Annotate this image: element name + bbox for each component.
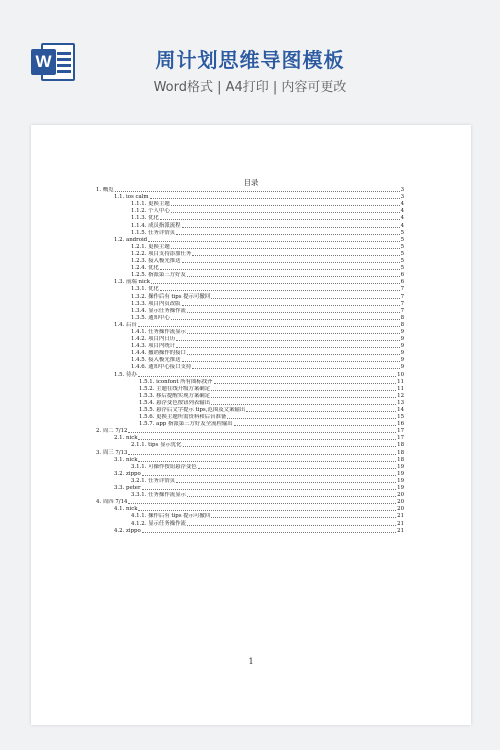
toc-entry-label: 1.5.7. app 指派第三方好友全流程输出: [139, 421, 233, 428]
toc-entry[interactable]: [96, 187, 404, 194]
toc-entry[interactable]: [96, 315, 404, 322]
toc-entry[interactable]: [96, 528, 404, 535]
toc-entry[interactable]: [96, 322, 404, 329]
toc-entry-label: 4. 周四 7/14: [96, 499, 128, 506]
document-page: [31, 125, 471, 725]
toc-entry[interactable]: [96, 393, 404, 400]
toc-entry[interactable]: [96, 208, 404, 215]
toc-entry-label: 3.1. nick: [114, 456, 138, 463]
toc-leader-dots: [182, 305, 400, 306]
toc-entry[interactable]: [96, 371, 404, 378]
toc-leader-dots: [142, 475, 396, 476]
toc-leader-dots: [176, 340, 399, 341]
toc-entry-label: 4.1. nick: [114, 506, 138, 513]
toc-entry-label: 1.1.3. 优化: [131, 215, 159, 222]
toc-entry-page: 18: [397, 449, 404, 456]
toc-leader-dots: [148, 241, 399, 242]
toc-entry-label: 4.1.1. 操作后有 tips 提示可撤回: [131, 513, 211, 520]
toc-entry-page: 16: [397, 421, 404, 428]
toc-entry[interactable]: [96, 435, 404, 442]
toc-leader-dots: [138, 461, 396, 462]
toc-entry-page: 17: [397, 435, 404, 442]
toc-leader-dots: [150, 198, 400, 199]
toc-entry-page: 7: [400, 307, 404, 314]
toc-entry[interactable]: [96, 350, 404, 357]
toc-entry-page: 19: [397, 470, 404, 477]
toc-leader-dots: [138, 326, 400, 327]
toc-entry-page: 5: [400, 258, 404, 265]
toc-entry-label: 1.2.5. 指派第三方好友: [131, 272, 186, 279]
toc-entry[interactable]: [96, 244, 404, 251]
toc-entry-label: 3.3.1. 任务操作流显示: [131, 492, 186, 499]
toc-entry-page: 6: [400, 272, 404, 279]
toc-leader-dots: [138, 510, 396, 511]
toc-leader-dots: [187, 276, 400, 277]
toc-entry-label: 4.2. zippo: [114, 527, 141, 534]
toc-entry-page: 20: [397, 506, 404, 513]
toc-entry-page: 7: [400, 293, 404, 300]
toc-entry-page: 5: [400, 243, 404, 250]
toc-leader-dots: [234, 425, 396, 426]
toc-leader-dots: [176, 234, 399, 235]
toc-title: 目录: [243, 178, 259, 187]
toc-entry[interactable]: [96, 336, 404, 343]
toc-entry[interactable]: [96, 421, 404, 428]
toc-entry-label: 1.5.2. 主题在线升级方案确定: [139, 385, 211, 392]
toc-entry[interactable]: [96, 492, 404, 499]
toc-entry-page: 7: [400, 300, 404, 307]
toc-entry[interactable]: [96, 407, 404, 414]
toc-entry-label: 1.3.3. 项目内页改版: [131, 300, 181, 307]
toc-entry-label: 1.3. 前端 nick: [114, 279, 150, 286]
toc-entry[interactable]: [96, 499, 404, 506]
toc-leader-dots: [160, 290, 400, 291]
toc-entry-page: 5: [400, 265, 404, 272]
toc-entry[interactable]: [96, 457, 404, 464]
toc-entry[interactable]: [96, 230, 404, 237]
toc-leader-dots: [171, 205, 400, 206]
toc-entry-page: 9: [400, 357, 404, 364]
toc-entry-page: 20: [397, 492, 404, 499]
toc-entry-page: 4: [400, 208, 404, 215]
toc-entry[interactable]: [96, 329, 404, 336]
toc-entry-label: 1.5. 待办: [114, 371, 137, 378]
toc-entry[interactable]: [96, 449, 404, 456]
toc-entry-page: 19: [397, 477, 404, 484]
toc-entry[interactable]: [96, 286, 404, 293]
toc-entry-label: 1.2.1. 更换主题: [131, 243, 170, 250]
toc-entry-label: 1.4.2. 项目内日历: [131, 336, 176, 343]
toc-entry[interactable]: [96, 343, 404, 350]
toc-entry-label: 1.5.6. 更换主题所需资料和后台准备: [139, 414, 227, 421]
toc-entry-page: 9: [400, 343, 404, 350]
toc-leader-dots: [192, 368, 399, 369]
toc-leader-dots: [211, 517, 396, 518]
toc-entry[interactable]: [96, 237, 404, 244]
toc-entry[interactable]: [96, 379, 404, 386]
toc-entry[interactable]: [96, 357, 404, 364]
toc-leader-dots: [214, 383, 397, 384]
toc-entry[interactable]: [96, 513, 404, 520]
toc-entry-label: 1.3.5. 通知中心: [131, 314, 170, 321]
toc-leader-dots: [128, 432, 396, 433]
toc-entry-label: 1.1.1. 更换主题: [131, 201, 170, 208]
toc-entry-label: 2.1. nick: [114, 435, 138, 442]
toc-entry[interactable]: [96, 520, 404, 527]
toc-entry-page: 3: [400, 194, 404, 201]
toc-entry-label: 1.3.4. 显示任务操作流: [131, 307, 186, 314]
toc-leader-dots: [198, 468, 396, 469]
toc-entry-page: 14: [397, 407, 404, 413]
toc-leader-dots: [176, 347, 399, 348]
toc-entry-page: 17: [397, 428, 404, 435]
toc-entry[interactable]: [96, 301, 404, 308]
toc-leader-dots: [211, 404, 396, 405]
toc-entry-page: 8: [400, 321, 404, 328]
toc-entry-page: 8: [400, 314, 404, 321]
toc-entry-page: 10: [397, 371, 404, 378]
toc-leader-dots: [138, 376, 396, 377]
toc-leader-dots: [227, 418, 396, 419]
word-icon-letter: W: [31, 49, 56, 75]
toc-entry[interactable]: [96, 506, 404, 513]
toc-entry-page: 7: [400, 286, 404, 293]
toc-entry-page: 21: [397, 520, 404, 527]
toc-entry-page: 4: [400, 215, 404, 222]
toc-entry-page: 5: [400, 229, 404, 236]
toc-entry[interactable]: [96, 251, 404, 258]
toc-leader-dots: [182, 361, 400, 362]
toc-entry-label: 1.3.2. 操作后有 tips 提示可撤回: [131, 293, 211, 300]
toc-entry-page: 19: [397, 463, 404, 470]
toc-entry-label: 3. 周三 7/13: [96, 449, 128, 456]
toc-entry-label: 1.1. ios calm: [114, 194, 149, 201]
toc-leader-dots: [182, 227, 400, 228]
toc-leader-dots: [171, 248, 400, 249]
toc-entry[interactable]: [96, 364, 404, 371]
toc-leader-dots: [187, 354, 400, 355]
toc-entry[interactable]: [96, 308, 404, 315]
toc-leader-dots: [160, 269, 400, 270]
page-title: 周计划思维导图模板: [155, 48, 345, 72]
toc-entry-page: 11: [397, 385, 404, 392]
toc-entry-page: 9: [400, 350, 404, 357]
toc-entry-page: 12: [397, 392, 404, 399]
toc-entry-label: 4.1.2. 显示任务操作流: [131, 520, 186, 527]
toc-entry-label: 1.4.5. 接入极光推送: [131, 357, 181, 364]
toc-entry-page: 11: [397, 378, 404, 385]
toc-entry-label: 1.4.4. 撤销操作的接口: [131, 350, 186, 357]
toc-entry[interactable]: [96, 194, 404, 201]
toc-entry-page: 13: [397, 399, 404, 406]
toc-entry-label: 1.5.1. iconfont 所有图标找齐: [139, 378, 213, 385]
toc-entry-label: 1.2.2. 项目支持添加任务: [131, 250, 192, 257]
toc-leader-dots: [246, 411, 396, 412]
toc-leader-dots: [142, 489, 397, 490]
toc-entry-label: 3.3. peter: [114, 485, 141, 492]
page-subtitle: Word格式 | A4打印 | 内容可更改: [153, 80, 347, 95]
toc-leader-dots: [187, 525, 396, 526]
toc-entry-label: 1.2.3. 接入极光推送: [131, 258, 181, 265]
toc-entry-label: 1.1.4. 成员指派流程: [131, 222, 181, 229]
toc-leader-dots: [160, 219, 400, 220]
toc-entry-label: 1.2.4. 优化: [131, 265, 159, 272]
toc-entry-page: 19: [397, 485, 404, 492]
toc-entry-page: 5: [400, 236, 404, 243]
toc-entry-label: 3.1.1. 可操作按钮悬浮变色: [131, 463, 197, 470]
toc-entry[interactable]: [96, 400, 404, 407]
toc-leader-dots: [211, 298, 399, 299]
toc-entry-label: 1.3.1. 优化: [131, 286, 159, 293]
toc-entry-label: 1.4.6. 通知中心接口支持: [131, 364, 192, 371]
toc-entry[interactable]: [96, 485, 404, 492]
toc-entry-page: 5: [400, 250, 404, 257]
toc-leader-dots: [171, 212, 400, 213]
toc-entry[interactable]: [96, 442, 404, 449]
toc-leader-dots: [138, 439, 396, 440]
toc-entry[interactable]: [96, 386, 404, 393]
toc-leader-dots: [183, 446, 397, 447]
toc-leader-dots: [187, 496, 396, 497]
table-of-contents: [96, 187, 404, 535]
toc-leader-dots: [211, 390, 396, 391]
toc-leader-dots: [128, 454, 396, 455]
toc-entry[interactable]: [96, 293, 404, 300]
toc-entry-label: 2.1.1. tips 显示优化: [131, 442, 182, 449]
toc-entry-page: 18: [397, 442, 404, 449]
toc-entry[interactable]: [96, 471, 404, 478]
toc-entry[interactable]: [96, 478, 404, 485]
toc-leader-dots: [115, 191, 400, 192]
toc-entry[interactable]: [96, 272, 404, 279]
toc-entry-page: 9: [400, 364, 404, 371]
toc-entry-label: 1.1.5. 任务详情页: [131, 229, 176, 236]
toc-entry[interactable]: [96, 265, 404, 272]
toc-entry-label: 1.4. 后台: [114, 321, 137, 328]
toc-leader-dots: [151, 283, 400, 284]
toc-entry-page: 21: [397, 527, 404, 534]
toc-entry-label: 1.4.1. 任务操作流显示: [131, 328, 186, 335]
toc-leader-dots: [187, 333, 400, 334]
toc-leader-dots: [187, 312, 400, 313]
toc-entry-label: 3.2.1. 任务详情页: [131, 477, 176, 484]
toc-entry-label: 1.1.2. 个人中心: [131, 208, 170, 215]
toc-entry-label: 1.2. android: [114, 236, 148, 243]
toc-entry[interactable]: [96, 428, 404, 435]
toc-leader-dots: [128, 503, 396, 504]
toc-leader-dots: [192, 255, 399, 256]
page-number: 1: [248, 657, 254, 666]
toc-entry-page: 18: [397, 456, 404, 463]
toc-entry-page: 3: [400, 187, 404, 194]
toc-entry[interactable]: [96, 258, 404, 265]
toc-entry[interactable]: [96, 215, 404, 222]
toc-entry-page: 4: [400, 201, 404, 208]
toc-entry-label: 3.2. zippo: [114, 470, 141, 477]
toc-entry-page: 6: [400, 279, 404, 286]
toc-leader-dots: [142, 532, 396, 533]
toc-entry-page: 9: [400, 328, 404, 335]
toc-leader-dots: [176, 482, 396, 483]
toc-entry-label: 1.5.5. 悬浮后文字提示 tips,范围及文案输出: [139, 407, 246, 413]
toc-leader-dots: [182, 262, 400, 263]
toc-entry-page: 9: [400, 336, 404, 343]
toc-entry-label: 1. 概览: [96, 187, 114, 194]
toc-entry-page: 4: [400, 222, 404, 229]
toc-entry-page: 15: [397, 414, 404, 421]
toc-entry-label: 1.5.4. 悬浮变色按钮列表输出: [139, 399, 211, 406]
toc-entry[interactable]: [96, 222, 404, 229]
toc-leader-dots: [171, 319, 400, 320]
toc-entry-label: 1.5.3. 移后提醒实现方案确定: [139, 392, 211, 399]
toc-entry-label: 2. 周二 7/12: [96, 428, 128, 435]
toc-entry[interactable]: [96, 201, 404, 208]
header: [0, 0, 500, 120]
toc-entry[interactable]: [96, 414, 404, 421]
toc-entry-page: 21: [397, 513, 404, 520]
toc-entry[interactable]: [96, 464, 404, 471]
toc-entry-page: 20: [397, 499, 404, 506]
toc-entry-label: 1.4.3. 项目内统计: [131, 343, 176, 350]
toc-entry[interactable]: [96, 279, 404, 286]
toc-leader-dots: [211, 397, 396, 398]
